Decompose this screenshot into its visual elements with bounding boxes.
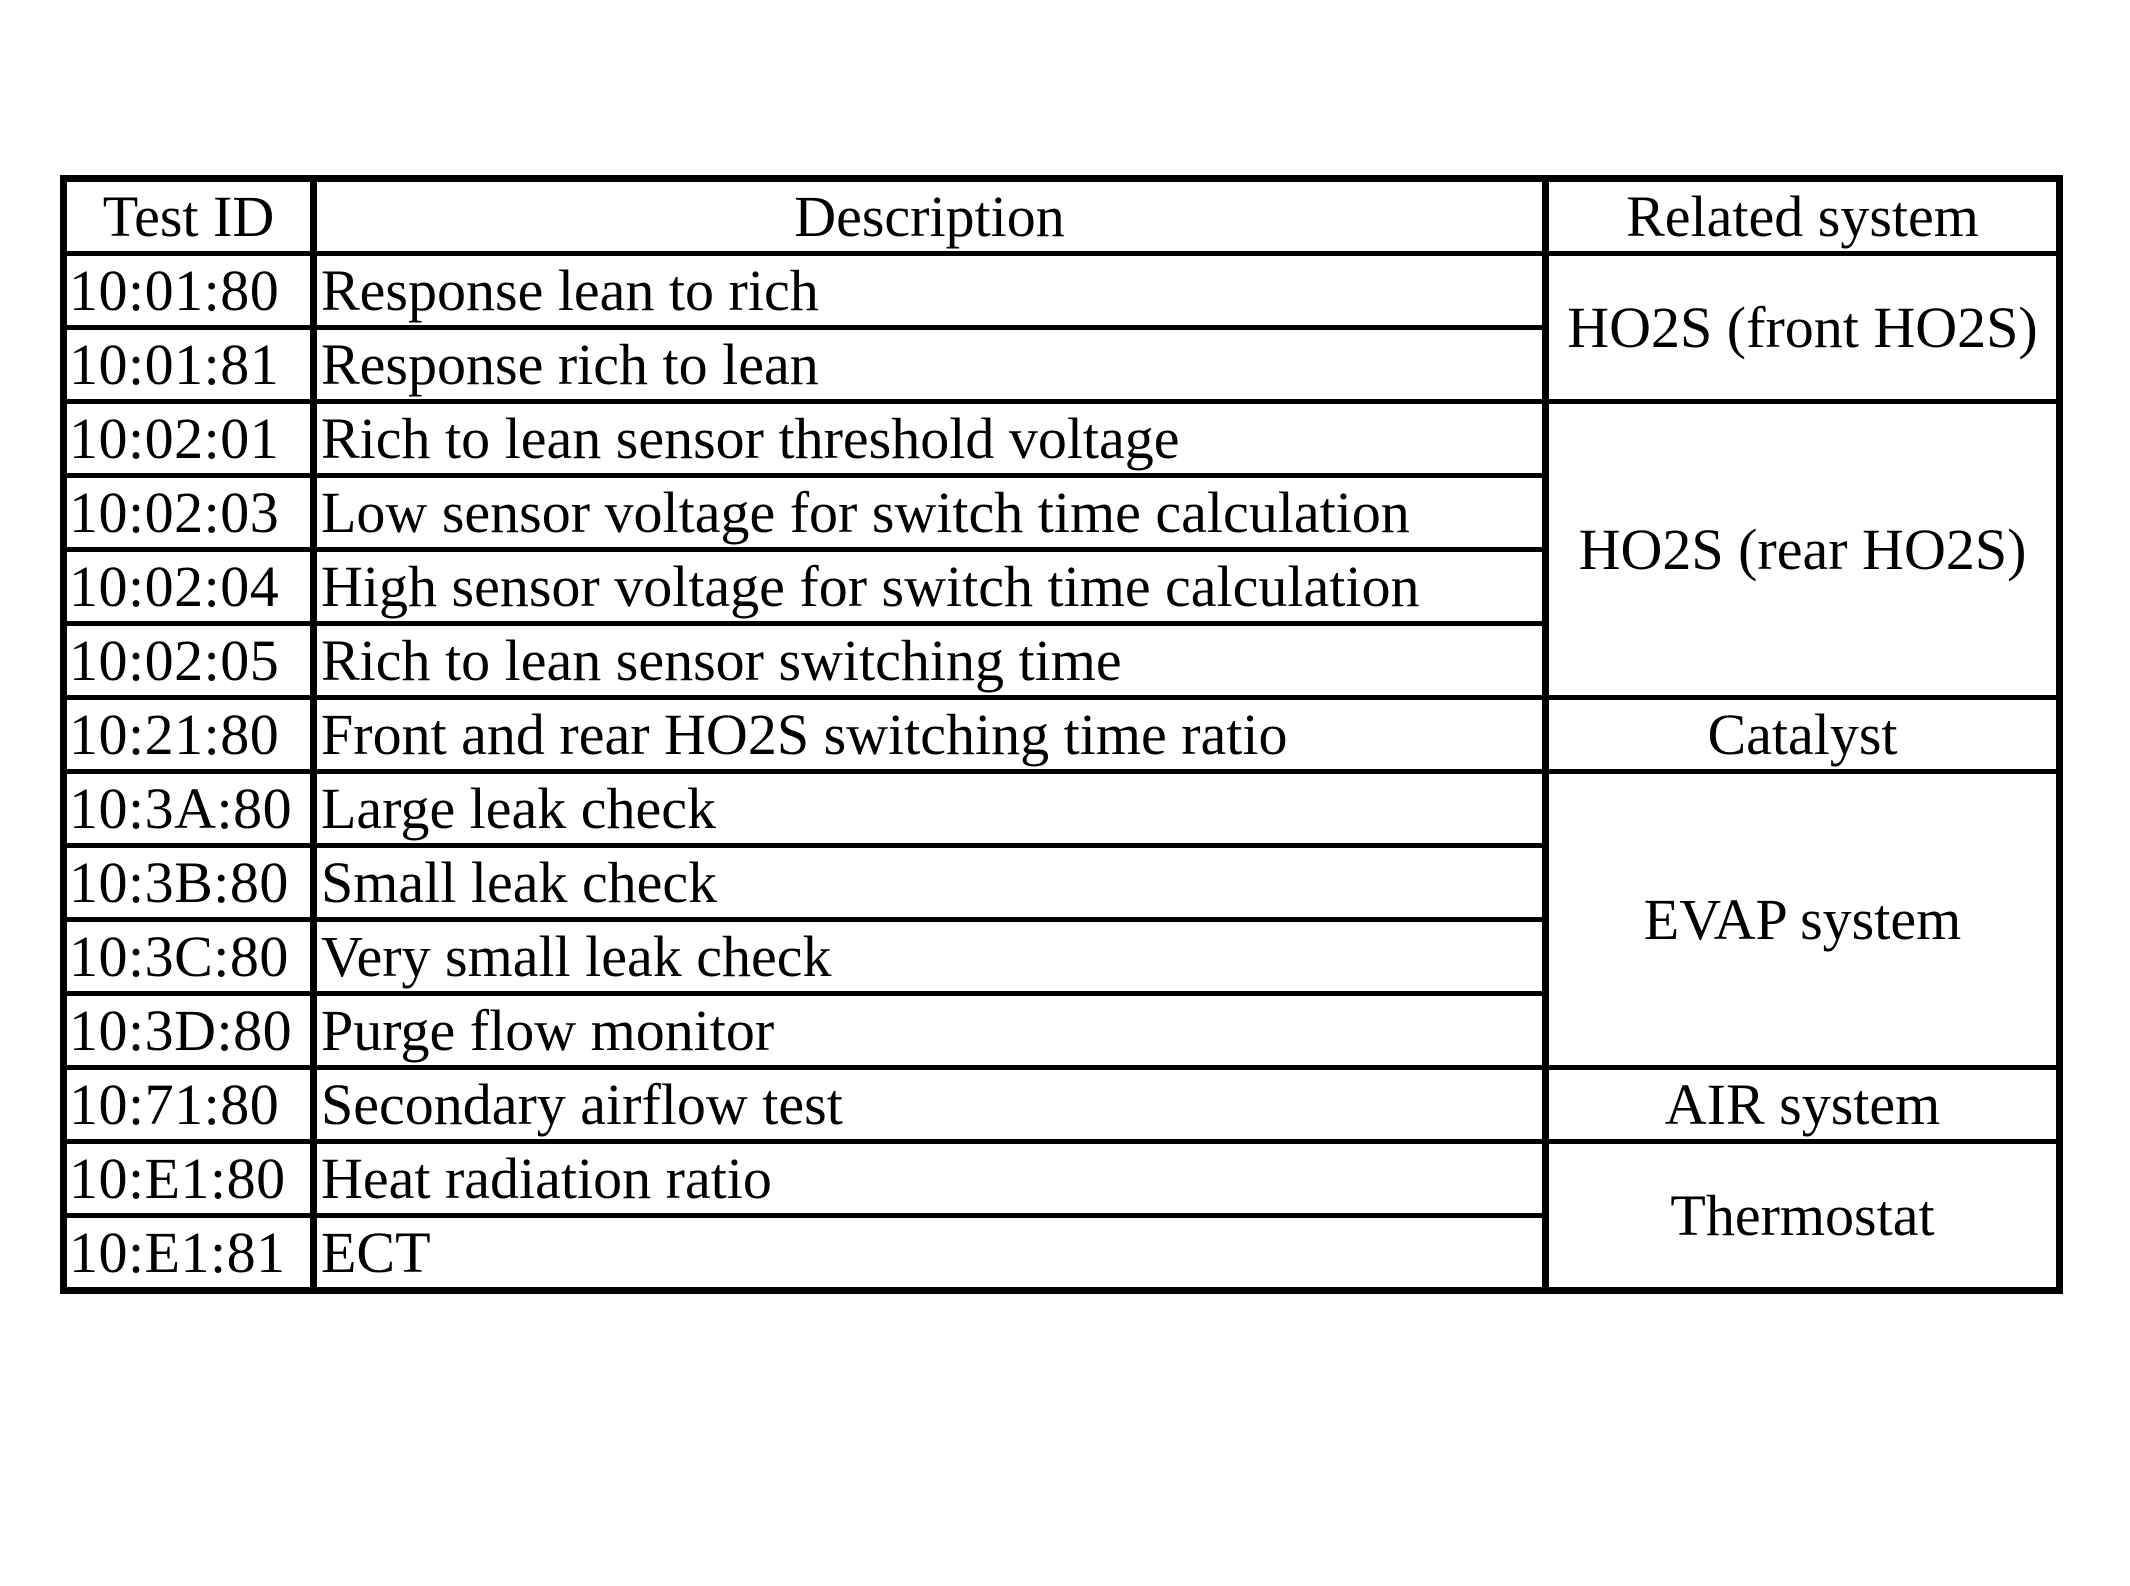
test-id-cell: 10:E1:80 — [64, 1142, 314, 1216]
related-system-cell: AIR system — [1546, 1068, 2060, 1142]
table-row — [64, 1142, 2060, 1216]
test-id-cell: 10:3D:80 — [64, 994, 314, 1068]
test-id-cell: 10:71:80 — [64, 1068, 314, 1142]
description-cell: Very small leak check — [314, 920, 1546, 994]
header-related-system: Related system — [1546, 179, 2060, 254]
test-id-cell: 10:02:01 — [64, 402, 314, 476]
description-cell: Large leak check — [314, 772, 1546, 846]
description-cell: Rich to lean sensor switching time — [314, 624, 1546, 698]
description-cell: ECT — [314, 1216, 1546, 1291]
description-cell: Small leak check — [314, 846, 1546, 920]
description-cell: Heat radiation ratio — [314, 1142, 1546, 1216]
description-cell: Secondary airflow test — [314, 1068, 1546, 1142]
description-cell: High sensor voltage for switch time calculation — [314, 550, 1546, 624]
test-id-cell: 10:3C:80 — [64, 920, 314, 994]
test-id-cell: 10:02:04 — [64, 550, 314, 624]
test-id-table — [60, 175, 2063, 1294]
test-id-cell: 10:3B:80 — [64, 846, 314, 920]
test-id-cell: 10:21:80 — [64, 698, 314, 772]
table-row — [64, 254, 2060, 328]
table-row — [64, 402, 2060, 476]
table-row — [64, 772, 2060, 846]
test-id-cell: 10:02:05 — [64, 624, 314, 698]
related-system-cell: HO2S (rear HO2S) — [1546, 402, 2060, 698]
description-cell: Front and rear HO2S switching time ratio — [314, 698, 1546, 772]
test-id-cell: 10:01:80 — [64, 254, 314, 328]
table-row — [64, 1068, 2060, 1142]
description-cell: Rich to lean sensor threshold voltage — [314, 402, 1546, 476]
test-id-cell: 10:01:81 — [64, 328, 314, 402]
description-cell: Response rich to lean — [314, 328, 1546, 402]
test-id-cell: 10:02:03 — [64, 476, 314, 550]
description-cell: Low sensor voltage for switch time calculation — [314, 476, 1546, 550]
related-system-cell: HO2S (front HO2S) — [1546, 254, 2060, 402]
related-system-cell: Catalyst — [1546, 698, 2060, 772]
table-row — [64, 698, 2060, 772]
header-description: Description — [314, 179, 1546, 254]
test-id-cell: 10:E1:81 — [64, 1216, 314, 1291]
table-header-row — [64, 179, 2060, 254]
related-system-cell: Thermostat — [1546, 1142, 2060, 1291]
description-cell: Purge flow monitor — [314, 994, 1546, 1068]
test-id-cell: 10:3A:80 — [64, 772, 314, 846]
description-cell: Response lean to rich — [314, 254, 1546, 328]
table-body — [64, 254, 2060, 1291]
related-system-cell: EVAP system — [1546, 772, 2060, 1068]
header-test-id: Test ID — [64, 179, 314, 254]
